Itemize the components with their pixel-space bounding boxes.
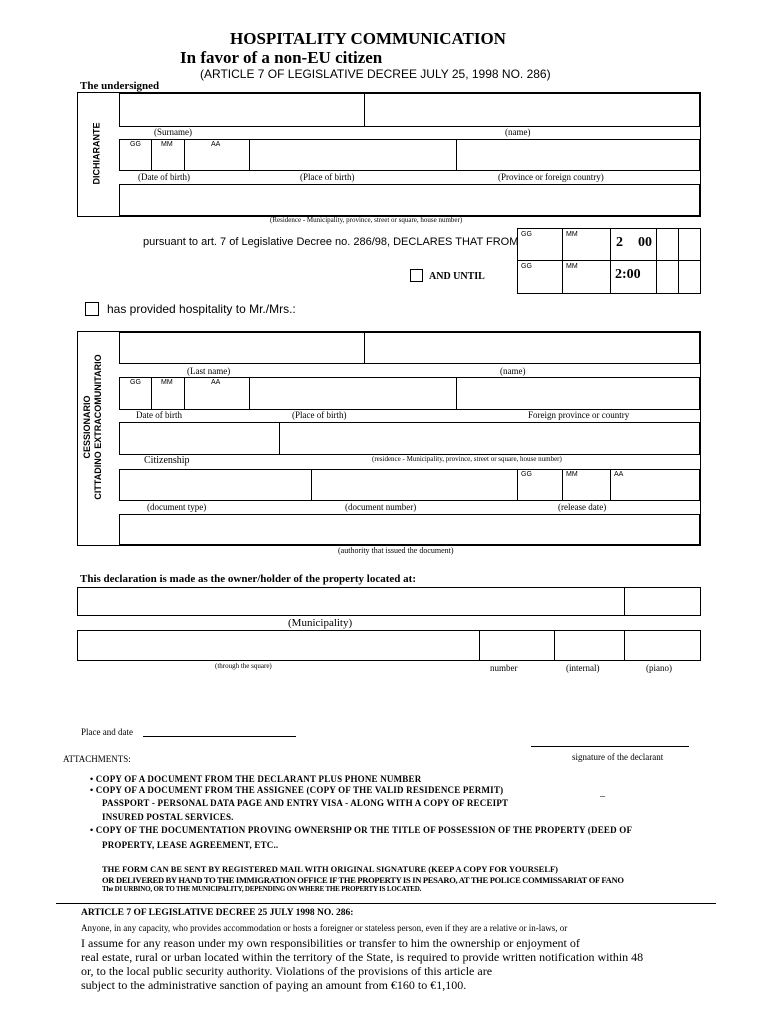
article-line-2: I assume for any reason under my own responsibilities or transfer to him the ownership or enjoyment of	[81, 936, 580, 950]
until-mm-label: MM	[566, 263, 578, 270]
municipality-field[interactable]	[77, 587, 625, 616]
attachment-item: PASSPORT - PERSONAL DATA PAGE AND ENTRY VISA - ALONG WITH A COPY OF RECEIPT	[102, 798, 509, 808]
hospitality-checkbox[interactable]	[85, 302, 99, 316]
province-caption: (Province or foreign country)	[498, 172, 604, 182]
document-type-field[interactable]	[119, 469, 312, 501]
residence-field[interactable]	[119, 184, 700, 216]
assignee-lastname-caption: (Last name)	[187, 366, 231, 376]
dob-caption: (Date of birth)	[138, 172, 190, 182]
article-line-5: subject to the administrative sanction of paying an amount from €160 to €1,100.	[81, 978, 467, 992]
municipality-caption: (Municipality)	[288, 617, 353, 629]
release-mm-label: MM	[566, 471, 578, 478]
article-line-1: Anyone, in any capacity, who provides accommodation or hosts a foreigner or stateless person, even if they are a relative or in-laws, or	[81, 923, 568, 933]
assignee-side-label-1: CESSIONARIO	[82, 395, 92, 459]
attachment-item: • COPY OF A DOCUMENT FROM THE DECLARANT PLUS PHONE NUMBER	[90, 774, 422, 784]
from-year-b: 00	[638, 235, 652, 250]
release-year-field[interactable]	[610, 469, 700, 501]
notice-line-3: The DI URBINO, OR TO THE MUNICIPALITY, DEPENDING ON WHERE THE PROPERTY IS LOCATED.	[102, 885, 422, 893]
document-number-field[interactable]	[311, 469, 518, 501]
name-caption: (name)	[505, 127, 531, 137]
and-until-label: AND UNTIL	[429, 271, 485, 282]
until-year: 2:00	[615, 267, 641, 282]
floor-field[interactable]	[624, 630, 701, 661]
dash-mark: _	[600, 787, 605, 798]
and-until-checkbox[interactable]	[410, 269, 423, 282]
attachments-label: ATTACHMENTS:	[63, 754, 131, 764]
assignee-foreign-province-field[interactable]	[456, 377, 700, 410]
declarant-side-label: DICHIARANTE	[91, 122, 102, 185]
assignee-birth-place-field[interactable]	[249, 377, 457, 410]
from-mm-label: MM	[566, 231, 578, 238]
notice-line-2: OR DELIVERED BY HAND TO THE IMMIGRATION OFFICE IF THE PROPERTY IS IN PESARO, AT THE POLICE COMMISSARIAT OF FANO	[102, 875, 624, 885]
authority-field[interactable]	[119, 514, 700, 545]
article-line-3: real estate, rural or urban located within the territory of the State, is required to provide written notification within 48	[81, 950, 644, 964]
birth-place-field[interactable]	[249, 139, 457, 171]
article-heading: ARTICLE 7 OF LEGISLATIVE DECREE 25 JULY 1998 NO. 286:	[81, 908, 354, 918]
property-intro: This declaration is made as the owner/holder of the property located at:	[80, 573, 416, 585]
date-grid	[517, 228, 701, 294]
internal-field[interactable]	[554, 630, 625, 661]
assignee-name-caption: (name)	[500, 366, 526, 376]
doctype-caption: (document type)	[147, 502, 207, 512]
undersigned-label: The undersigned	[80, 80, 160, 92]
floor-caption: (piano)	[646, 663, 672, 673]
number-caption: number	[490, 663, 518, 673]
hospitality-label: has provided hospitality to Mr./Mrs.:	[107, 302, 296, 316]
assignee-pob-caption: (Place of birth)	[292, 410, 347, 420]
signature-line[interactable]	[531, 746, 689, 747]
attachment-item: • COPY OF THE DOCUMENTATION PROVING OWNERSHIP OR THE TITLE OF POSSESSION OF THE PROPERTY (DEED OF	[90, 825, 633, 835]
mm-label: MM	[161, 141, 173, 148]
surname-caption: (Surname)	[154, 127, 192, 137]
assignee-side-label	[82, 347, 104, 507]
release-gg-label: GG	[521, 471, 532, 478]
number-field[interactable]	[479, 630, 555, 661]
attachment-item: • COPY OF A DOCUMENT FROM THE ASSIGNEE (COPY OF THE VALID RESIDENCE PERMIT)	[90, 785, 504, 795]
until-gg-label: GG	[521, 263, 532, 270]
from-year-a: 2	[616, 235, 623, 250]
notice-line-1: THE FORM CAN BE SENT BY REGISTERED MAIL WITH ORIGINAL SIGNATURE (KEEP A COPY FOR YOURSELF)	[102, 864, 559, 874]
street-caption: (through the square)	[215, 662, 272, 670]
assignee-mm-label: MM	[161, 379, 173, 386]
footer-divider	[56, 903, 716, 904]
birth-province-field[interactable]	[456, 139, 700, 171]
pursuant-text: pursuant to art. 7 of Legislative Decree no. 286/98, DECLARES THAT FROM	[143, 236, 519, 248]
name-field[interactable]	[364, 93, 700, 127]
internal-caption: (internal)	[566, 663, 600, 673]
from-gg-label: GG	[521, 231, 532, 238]
attachment-item: PROPERTY, LEASE AGREEMENT, ETC..	[102, 840, 279, 850]
assignee-aa-label: AA	[211, 379, 221, 386]
pob-caption: (Place of birth)	[300, 172, 355, 182]
form-subtitle: In favor of a non-EU citizen	[180, 48, 383, 67]
aa-label: AA	[211, 141, 221, 148]
municipality-extra-field[interactable]	[624, 587, 701, 616]
article-line-4: or, to the local public security authority. Violations of the provisions of this article are	[81, 964, 493, 978]
gg-label: GG	[130, 141, 141, 148]
residence-caption: (Residence - Municipality, province, street or square, house number)	[270, 216, 463, 224]
assignee-side-label-2: CITTADINO EXTRACOMUNITARIO	[93, 354, 103, 500]
authority-caption: (authority that issued the document)	[338, 546, 454, 555]
place-date-label: Place and date	[81, 727, 133, 737]
place-date-line[interactable]	[143, 736, 296, 737]
assignee-gg-label: GG	[130, 379, 141, 386]
form-reference: (ARTICLE 7 OF LEGISLATIVE DECREE JULY 25, 1998 NO. 286)	[200, 67, 551, 81]
form-title: HOSPITALITY COMMUNICATION	[230, 29, 506, 48]
release-aa-label: AA	[614, 471, 624, 478]
street-field[interactable]	[77, 630, 480, 661]
assignee-name-field[interactable]	[364, 332, 700, 364]
attachment-item: INSURED POSTAL SERVICES.	[102, 812, 234, 822]
citizenship-caption: Citizenship	[144, 455, 190, 466]
assignee-residence-caption: (residence - Municipality, province, street or square, house number)	[372, 455, 562, 463]
assignee-residence-field[interactable]	[279, 422, 700, 455]
assignee-lastname-field[interactable]	[119, 332, 365, 364]
citizenship-field[interactable]	[119, 422, 280, 455]
surname-field[interactable]	[119, 93, 365, 127]
assignee-foreign-caption: Foreign province or country	[528, 410, 630, 420]
docnum-caption: (document number)	[345, 502, 417, 512]
signature-caption: signature of the declarant	[572, 752, 664, 762]
release-caption: (release date)	[558, 502, 607, 512]
assignee-dob-caption: Date of birth	[136, 410, 182, 420]
